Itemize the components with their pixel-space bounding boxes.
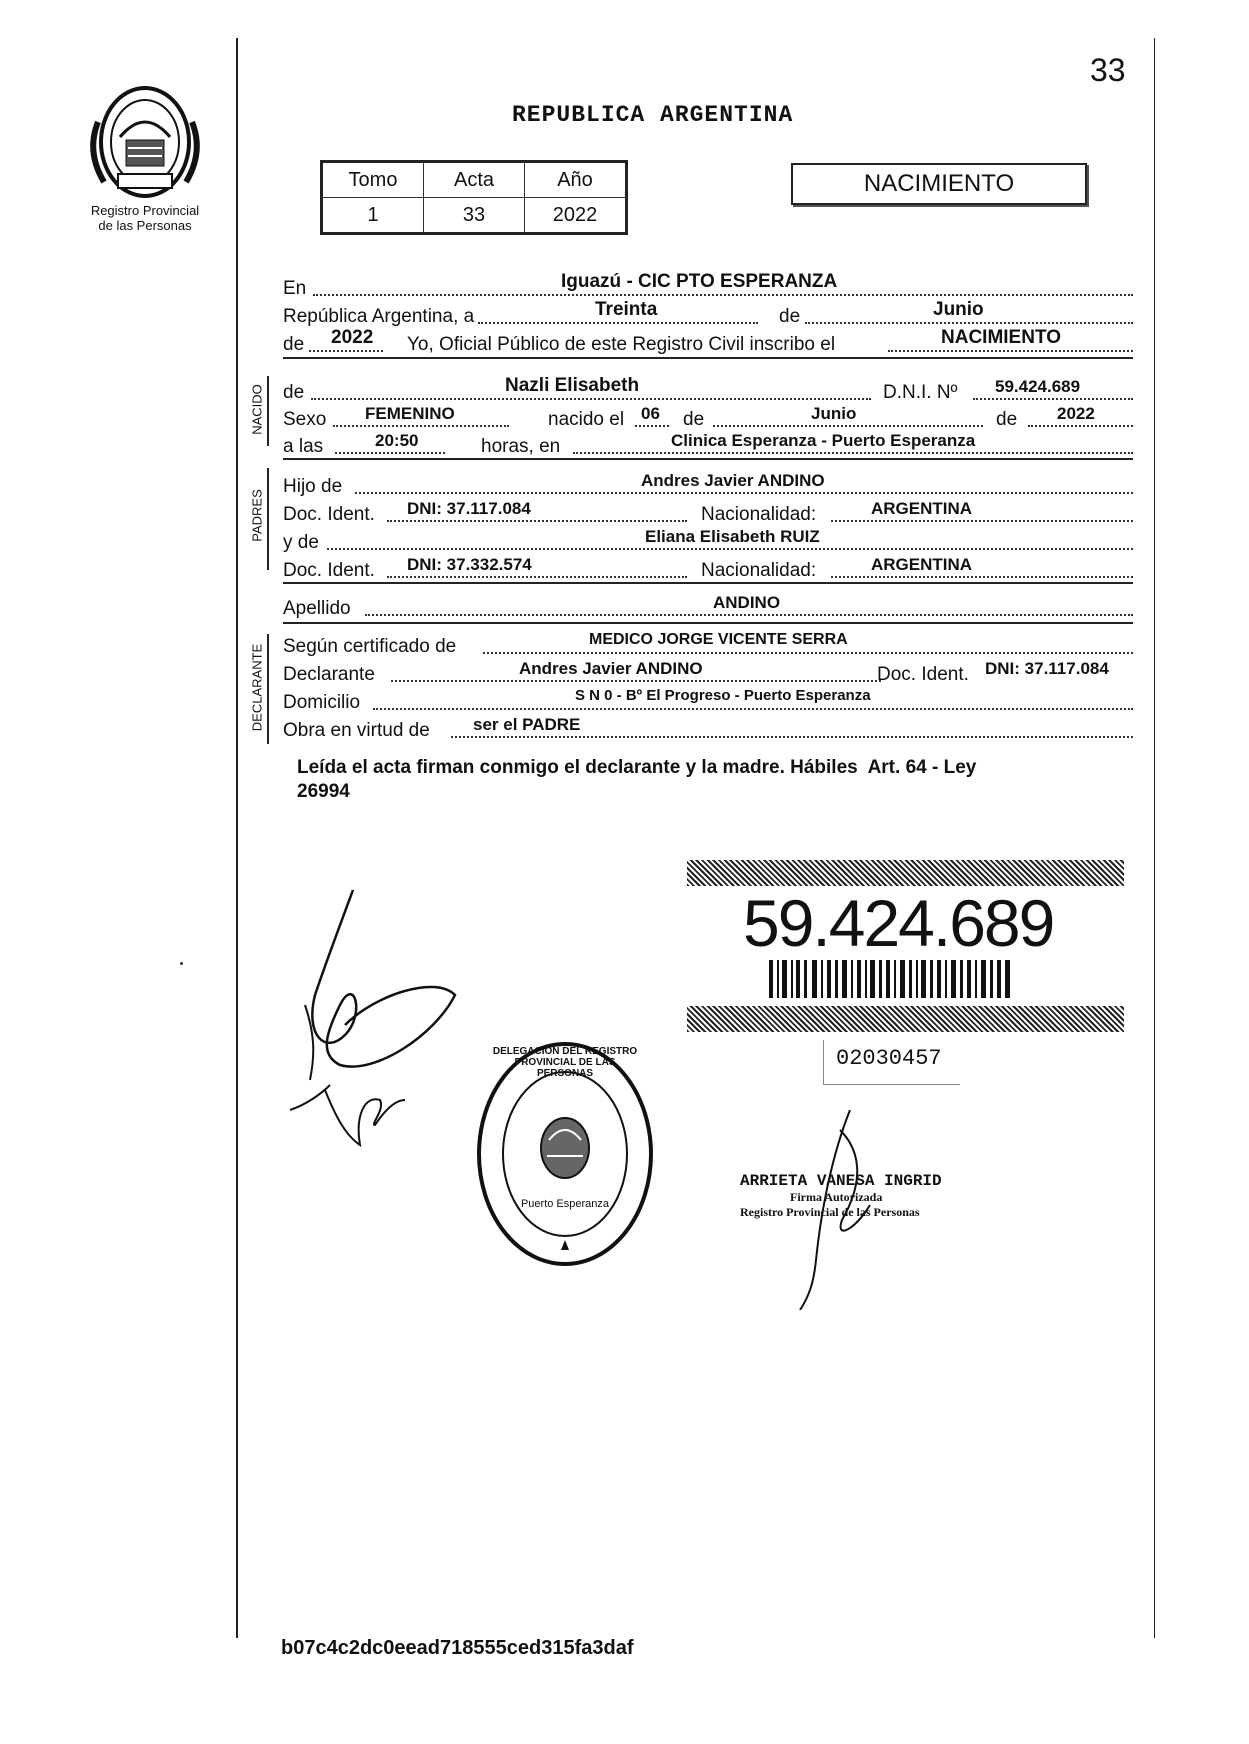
mother-nationality: ARGENTINA bbox=[871, 555, 973, 574]
nacido-el-label: nacido el bbox=[548, 409, 625, 430]
declarante-section-label: DECLARANTE bbox=[249, 643, 265, 732]
mother-name: Eliana Elisabeth RUIZ bbox=[645, 527, 820, 546]
sticker-serial: 02030457 bbox=[836, 1046, 942, 1071]
child-sex: FEMENINO bbox=[365, 404, 455, 423]
hijo-label: Hijo de bbox=[283, 476, 343, 497]
row-nacido-sex bbox=[283, 405, 1133, 429]
sticker-pattern-bottom bbox=[687, 1006, 1124, 1032]
row-place bbox=[283, 271, 1133, 299]
provincial-logo bbox=[80, 82, 210, 202]
row-nacido-name bbox=[283, 375, 1133, 403]
mother-doc: DNI: 37.332.574 bbox=[407, 555, 532, 574]
row-apellido bbox=[283, 594, 1133, 618]
row-nacido-time bbox=[283, 432, 1133, 456]
father-name: Andres Javier ANDINO bbox=[641, 471, 825, 490]
padres-section-label: PADRES bbox=[249, 489, 265, 542]
nacido-de-label3: de bbox=[996, 409, 1018, 430]
row-obra bbox=[283, 716, 1133, 740]
birth-place: Clinica Esperanza - Puerto Esperanza bbox=[671, 431, 976, 450]
register-value-tomo: 1 bbox=[322, 198, 424, 234]
declarant-doc-label: Doc. Ident. bbox=[877, 664, 969, 685]
barcode-icon bbox=[769, 960, 1011, 998]
register-header-tomo: Tomo bbox=[322, 162, 424, 198]
left-margin-line bbox=[236, 38, 238, 1638]
page-title: REPUBLICA ARGENTINA bbox=[512, 102, 794, 128]
register-value-ano: 2022 bbox=[525, 198, 627, 234]
official-role: Firma Autorizada bbox=[790, 1190, 883, 1204]
republica-label: República Argentina, a bbox=[283, 306, 475, 327]
cert-label: Según certificado de bbox=[283, 636, 457, 657]
row-certificate bbox=[283, 632, 1133, 656]
apellido-value: ANDINO bbox=[713, 593, 781, 612]
official-seal bbox=[475, 1040, 655, 1268]
birth-year: 2022 bbox=[1057, 404, 1095, 423]
father-doc: DNI: 37.117.084 bbox=[407, 499, 531, 518]
page-number: 33 bbox=[1090, 52, 1126, 88]
register-table bbox=[320, 160, 628, 235]
official-block bbox=[740, 1172, 1010, 1220]
logo-caption bbox=[70, 203, 220, 233]
register-value-acta: 33 bbox=[424, 198, 525, 234]
obra-value: ser el PADRE bbox=[473, 715, 581, 734]
declarant-signature bbox=[285, 885, 475, 1155]
dni-label: D.N.I. Nº bbox=[883, 382, 958, 403]
birth-day: 06 bbox=[641, 404, 660, 423]
act-inscription: NACIMIENTO bbox=[941, 327, 1061, 348]
father-nationality: ARGENTINA bbox=[871, 499, 973, 518]
stray-mark bbox=[180, 962, 183, 965]
id-sticker bbox=[687, 860, 1124, 1040]
nacido-section-label: NACIDO bbox=[249, 384, 265, 435]
declarant-name: Andres Javier ANDINO bbox=[519, 659, 703, 678]
official-name: ARRIETA VANESA INGRID bbox=[740, 1172, 942, 1190]
birth-time: 20:50 bbox=[375, 431, 419, 450]
en-label: En bbox=[283, 278, 307, 299]
act-day: Treinta bbox=[595, 299, 658, 320]
act-month: Junio bbox=[933, 299, 984, 320]
apellido-label: Apellido bbox=[283, 598, 351, 619]
misiones-coat-of-arms-icon bbox=[80, 82, 210, 202]
closing-line2: 26994 bbox=[297, 781, 350, 802]
act-year: 2022 bbox=[331, 327, 374, 348]
logo-caption-line1: Registro Provincial bbox=[90, 203, 200, 218]
right-margin-line bbox=[1154, 38, 1155, 1638]
sticker-pattern-top bbox=[687, 860, 1124, 886]
father-nat-label: Nacionalidad: bbox=[701, 504, 817, 525]
yo-text: Yo, Oficial Público de este Registro Civil inscribo el bbox=[407, 334, 836, 355]
register-header-ano: Año bbox=[525, 162, 627, 198]
document-hash: b07c4c2dc0eead718555ced315fa3daf bbox=[281, 1637, 634, 1659]
closing-text bbox=[297, 756, 1127, 804]
child-dni: 59.424.689 bbox=[995, 377, 1081, 396]
row-mother bbox=[283, 528, 1133, 552]
sticker-number: 59.424.689 bbox=[743, 886, 1054, 960]
register-header-acta: Acta bbox=[424, 162, 525, 198]
birth-month: Junio bbox=[811, 404, 857, 423]
child-name: Nazli Elisabeth bbox=[505, 375, 640, 396]
record-type-box: NACIMIENTO bbox=[791, 163, 1087, 205]
sexo-label: Sexo bbox=[283, 409, 327, 430]
nacido-de-label2: de bbox=[683, 409, 705, 430]
row-father-doc bbox=[283, 500, 1133, 524]
logo-text bbox=[80, 82, 81, 83]
logo-caption-line2: de las Personas bbox=[98, 218, 192, 233]
row-mother-doc bbox=[283, 556, 1133, 580]
mother-nat-label: Nacionalidad: bbox=[701, 560, 817, 581]
domicilio-label: Domicilio bbox=[283, 692, 361, 713]
closing-line1: Leída el acta firman conmigo el declarante y la madre. Hábiles Art. 64 - Ley bbox=[297, 757, 977, 778]
mother-doc-label: Doc. Ident. bbox=[283, 560, 375, 581]
seal-ring-text: DELEGACION DEL REGISTRO PROVINCIAL DE LAS PERSONAS bbox=[492, 1046, 638, 1079]
domicilio-value: S N 0 - Bº El Progreso - Puerto Esperanza bbox=[575, 687, 871, 704]
yde-label: y de bbox=[283, 532, 319, 553]
row-date bbox=[283, 299, 1133, 327]
act-de-label: de bbox=[779, 306, 801, 327]
horas-label: horas, en bbox=[481, 436, 561, 457]
row-father bbox=[283, 472, 1133, 496]
act-place: Iguazú - CIC PTO ESPERANZA bbox=[561, 271, 838, 292]
row-declarant bbox=[283, 660, 1133, 684]
nacido-de-label: de bbox=[283, 382, 305, 403]
father-doc-label: Doc. Ident. bbox=[283, 504, 375, 525]
a-las-label: a las bbox=[283, 436, 324, 457]
certificate-doctor: MEDICO JORGE VICENTE SERRA bbox=[589, 631, 848, 648]
row-domicilio bbox=[283, 688, 1133, 712]
declarant-label: Declarante bbox=[283, 664, 375, 685]
declarant-doc: DNI: 37.117.084 bbox=[985, 659, 1109, 678]
obra-label: Obra en virtud de bbox=[283, 720, 430, 741]
row-year: de 2022 Yo, Oficial Público de este Registro Civil inscribo el NACIMIENTO bbox=[283, 330, 1133, 354]
sticker-serial-box bbox=[823, 1040, 960, 1085]
seal-inner-text: Puerto Esperanza bbox=[520, 1198, 610, 1210]
official-office: Registro Provincial de las Personas bbox=[740, 1205, 920, 1219]
